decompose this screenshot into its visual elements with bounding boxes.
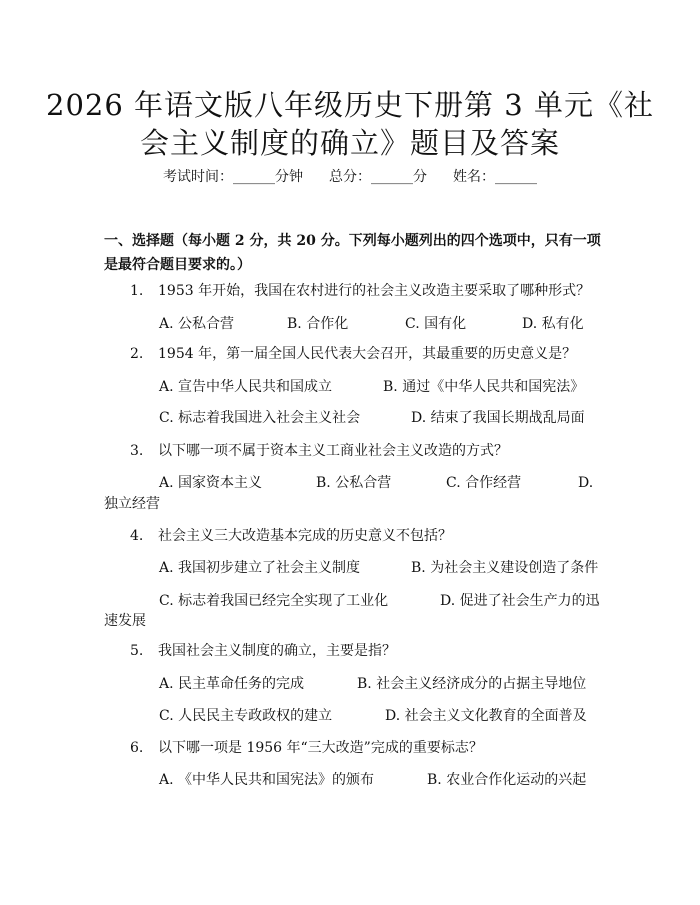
option-b: B. 社会主义经济成分的占据主导地位 <box>357 676 587 692</box>
option-d-continued: 独立经营 <box>104 496 160 512</box>
question-text: 1953 年开始，我国在农村进行的社会主义改造主要采取了哪种形式？ <box>158 283 591 299</box>
option-d: D. <box>578 475 594 491</box>
option-d: D. 结束了我国长期战乱局面 <box>411 410 585 426</box>
question-text: 以下哪一项不属于资本主义工商业社会主义改造的方式？ <box>158 443 508 459</box>
question-3 <box>130 440 508 462</box>
option-c: C. 标志着我国进入社会主义社会 <box>159 410 361 426</box>
option-a: A. 民主革命任务的完成 <box>159 676 305 692</box>
question-5 <box>130 640 396 662</box>
question-number: 5. <box>130 643 144 659</box>
question-number: 1. <box>130 283 144 299</box>
question-4 <box>130 525 452 547</box>
question-6 <box>130 737 483 759</box>
exam-info <box>0 166 700 188</box>
question-text: 社会主义三大改造基本完成的历史意义不包括？ <box>158 528 452 544</box>
option-d: D. 私有化 <box>522 316 584 332</box>
option-d: D. 促进了社会生产力的迅 <box>440 593 600 609</box>
question-1 <box>130 280 590 302</box>
option-b: B. 通过《中华人民共和国宪法》 <box>383 379 585 395</box>
option-b: B. 公私合营 <box>316 475 392 491</box>
option-a: A. 我国初步建立了社会主义制度 <box>159 560 361 576</box>
question-number: 4. <box>130 528 144 544</box>
question-number: 6. <box>130 740 144 756</box>
question-text: 我国社会主义制度的确立，主要是指？ <box>158 643 396 659</box>
question-text: 以下哪一项是 1956 年“三大改造”完成的重要标志？ <box>158 740 483 756</box>
option-d-continued: 速发展 <box>104 613 146 629</box>
option-b: B. 合作化 <box>287 316 349 332</box>
question-number: 3. <box>130 443 144 459</box>
option-c: C. 合作经营 <box>446 475 522 491</box>
option-a: A. 《中华人民共和国宪法》的颁布 <box>159 772 375 788</box>
exam-score: 总分：______分 <box>329 169 427 185</box>
option-a: A. 宣告中华人民共和国成立 <box>159 379 333 395</box>
option-c: C. 人民民主专政政权的建立 <box>159 708 333 724</box>
document-title-line-2: 会主义制度的确立》题目及答案 <box>139 126 560 160</box>
option-b: B. 为社会主义建设创造了条件 <box>411 560 599 576</box>
option-c: C. 标志着我国已经完全实现了工业化 <box>159 593 389 609</box>
section-heading: 一、选择题（每小题 2 分，共 20 分。下列每小题列出的四个选项中，只有一项是最符合题目要求的。） <box>104 233 601 273</box>
option-b: B. 农业合作化运动的兴起 <box>427 772 587 788</box>
exam-name: 姓名：______ <box>453 169 537 185</box>
question-2 <box>130 343 576 365</box>
option-c: C. 国有化 <box>405 316 467 332</box>
option-a: A. 公私合营 <box>159 316 235 332</box>
option-a: A. 国家资本主义 <box>159 475 263 491</box>
option-d: D. 社会主义文化教育的全面普及 <box>385 708 587 724</box>
question-number: 2. <box>130 346 144 362</box>
exam-time: 考试时间：______分钟 <box>163 169 303 185</box>
question-text: 1954 年，第一届全国人民代表大会召开，其最重要的历史意义是？ <box>158 346 577 362</box>
document-title-line-1: 2026 年语文版八年级历史下册第 3 单元《社 <box>46 88 654 122</box>
